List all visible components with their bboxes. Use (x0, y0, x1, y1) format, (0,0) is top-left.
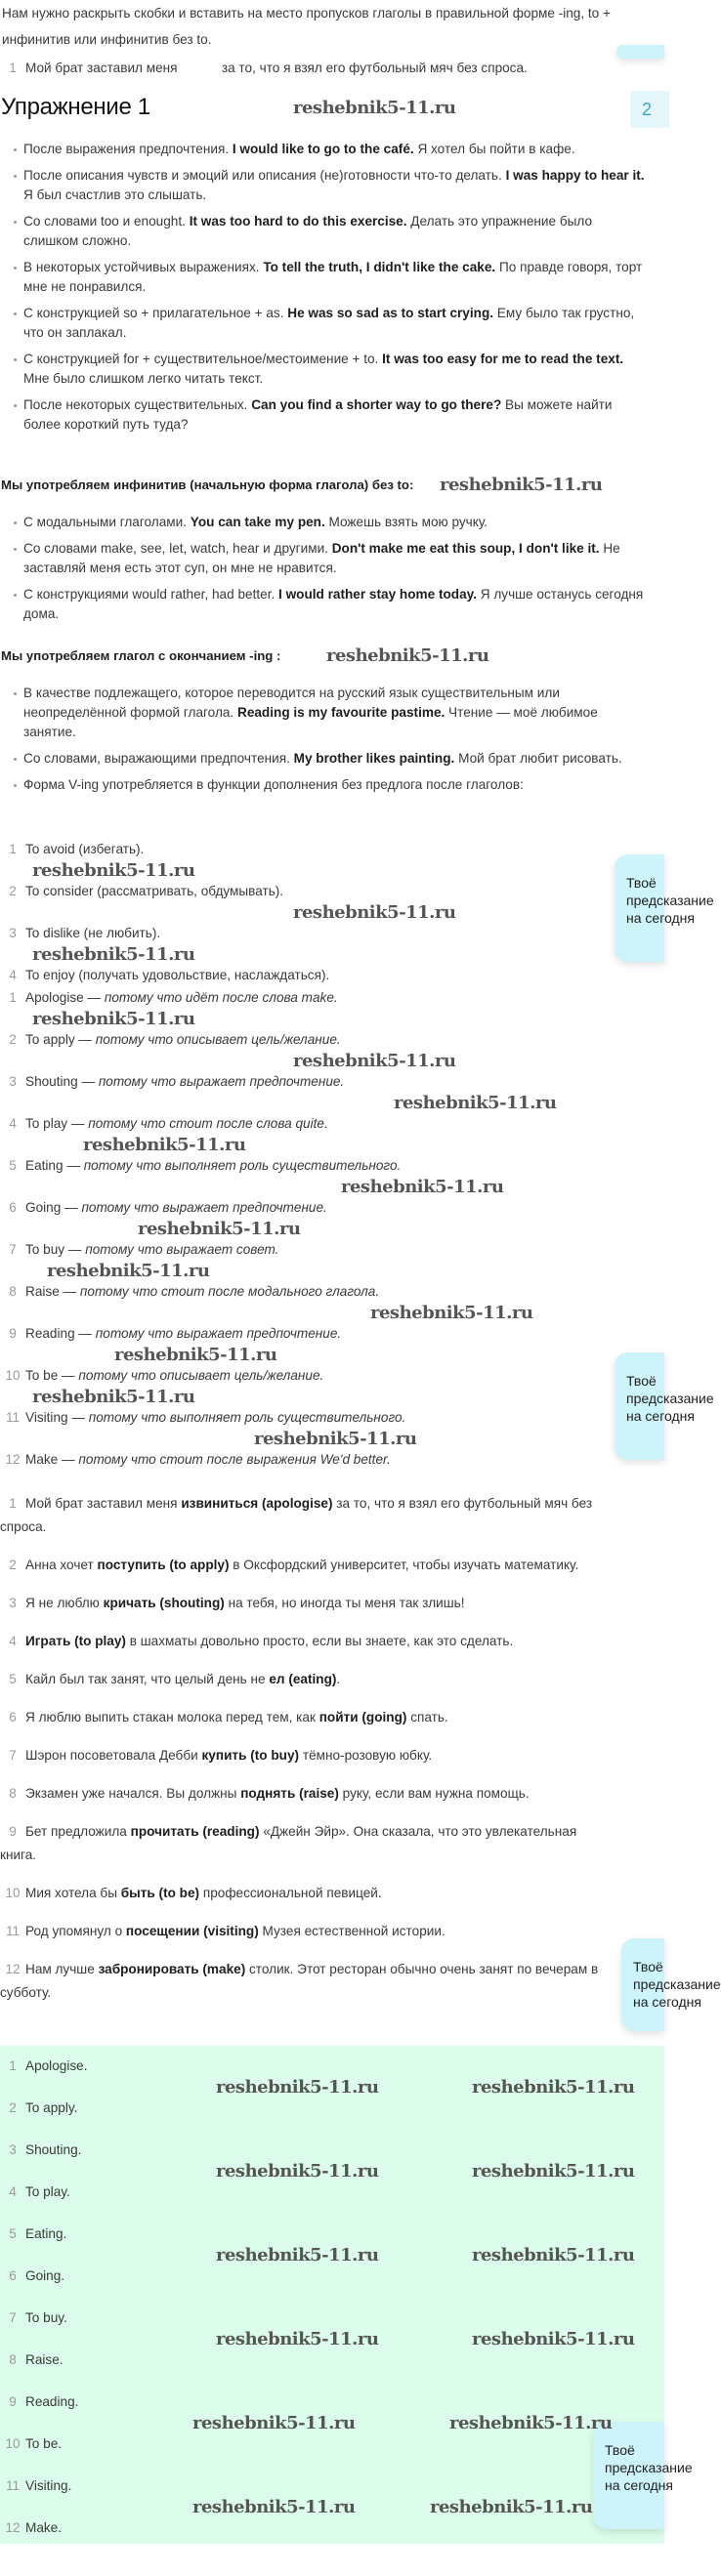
item-number: 4 (9, 1634, 17, 1648)
fortune-bubble-button[interactable] (615, 1352, 714, 1460)
answer-text: Raise. (25, 2352, 64, 2367)
answer-word: Shouting (25, 1074, 78, 1089)
item-number: 3 (9, 1074, 17, 1089)
sentence-pre: Я люблю выпить стакан молока перед тем, как (25, 1710, 319, 1724)
sentence-pre: Кайл был так занят, что целый день не (25, 1672, 270, 1686)
sentence-item (0, 1820, 614, 1867)
sentence-post: «Джейн Эйр». Она сказала, что это увлекательная книга. (0, 1824, 577, 1862)
explanation-item (0, 1324, 606, 1366)
item-number: 10 (5, 1368, 21, 1383)
example-sentence: It was too hard to do this exercise. (189, 214, 407, 229)
item-number: 2 (9, 884, 17, 898)
rule-text: В качестве подлежащего, которое переводится на русский язык существительным или неопределённой формой глагола. (23, 686, 560, 720)
item-number: 8 (9, 2352, 17, 2367)
sentence-pre: Шэрон посоветовала Дебби (25, 1748, 202, 1763)
reason-text: потому что стоит после слова quite. (88, 1116, 328, 1131)
sentence-item (0, 1920, 614, 1943)
answer-item (0, 2182, 606, 2224)
answer-text: Apologise. (25, 2058, 88, 2073)
item-number: 11 (5, 1924, 21, 1938)
answer-text: To be. (25, 2436, 63, 2451)
example-translation: Можешь взять мою ручку. (324, 515, 488, 529)
item-number: 7 (9, 2310, 17, 2325)
sentence-pre: Я не люблю (25, 1596, 104, 1610)
sentence-post: столик. Этот ресторан обычно очень занят по вечерам в субботу. (0, 1962, 599, 2000)
watermark: reshebnik5-11.ru (440, 475, 603, 495)
item-number: 5 (9, 2226, 17, 2241)
answer-word: Going (25, 1200, 62, 1215)
rule-text: Со словами too и enought. (23, 214, 190, 229)
watermark: reshebnik5-11.ru (293, 98, 456, 118)
sentence-pre: Род упомянул о (25, 1924, 126, 1938)
answer-bold: быть (to be) (120, 1886, 200, 1900)
dash: — (58, 1368, 79, 1383)
answer-bold: поступить (to apply) (97, 1558, 230, 1572)
bubble-text: Твоё (626, 1373, 657, 1389)
item-number: 3 (9, 2142, 17, 2157)
dash: — (63, 1158, 84, 1173)
bubble-text: Твоё (605, 2442, 635, 2458)
example-sentence: Don't make me eat this soup, I don't like it. (331, 541, 600, 556)
answer-text: Shouting. (25, 2142, 82, 2157)
rule-item (0, 140, 645, 159)
reason-text: потому что выражает совет. (85, 1242, 279, 1257)
sentence-item (0, 1668, 614, 1691)
rule-item (0, 775, 645, 795)
item-number: 2 (9, 2100, 17, 2115)
item-number: 1 (9, 842, 17, 856)
bubble-text: предсказание (633, 1976, 721, 1992)
sentence-item (0, 1882, 614, 1905)
reason-text: потому что выражает предпочтение. (95, 1326, 342, 1341)
watermark: reshebnik5-11.ru (32, 1009, 195, 1029)
sentence-item (0, 1958, 614, 2005)
bubble-text: предсказание (626, 1391, 714, 1406)
section-heading-ing: Мы употребляем глагол с окончанием -ing : (1, 648, 281, 663)
example-translation: Чтение — моё любимое занятие. (23, 705, 598, 739)
example-translation: Я был счастлив это слышать. (23, 187, 207, 202)
rule-item (0, 304, 645, 343)
explanation-item (0, 1198, 606, 1240)
item-number: 4 (9, 968, 17, 982)
example-translation: Делать это упражнение было слишком сложно. (23, 214, 593, 248)
watermark: reshebnik5-11.ru (216, 2329, 379, 2349)
example-sentence: Reading is my favourite pastime. (237, 705, 445, 720)
fortune-bubble-button[interactable] (593, 2422, 693, 2529)
reason-text: потому что стоит после модального глагола. (79, 1284, 380, 1299)
item-number: 6 (9, 2268, 17, 2283)
answer-bold: забронировать (make) (98, 1962, 246, 1976)
rule-item (0, 513, 645, 532)
bubble-text: на сегодня (626, 1408, 695, 1424)
reason-text: потому что выражает предпочтение. (98, 1074, 345, 1089)
item-number: 7 (9, 1748, 17, 1763)
answer-bold: извиниться (apologise) (181, 1496, 333, 1511)
bubble-text: Твоё (633, 1959, 663, 1974)
sentence-post: руку, если вам нужна помощь. (338, 1786, 530, 1801)
rule-item (0, 166, 645, 205)
dash: — (67, 1116, 89, 1131)
watermark: reshebnik5-11.ru (341, 1177, 504, 1197)
sentence-pre: Мой брат заставил меня (25, 1496, 182, 1511)
item-number: 12 (5, 1452, 21, 1467)
example-translation: Мой брат любит рисовать. (454, 751, 622, 766)
example-translation: Я хотел бы пойти в кафе. (413, 142, 575, 156)
answer-item (0, 2518, 606, 2560)
item-number: 8 (9, 1786, 17, 1801)
item-number: 9 (9, 1824, 17, 1839)
item-number: 5 (9, 1158, 17, 1173)
watermark: reshebnik5-11.ru (192, 2497, 356, 2517)
item-number: 11 (5, 1410, 21, 1425)
sentence-pre: Нам лучше (25, 1962, 99, 1976)
item-number: 1 (9, 990, 17, 1005)
explanation-item (0, 1156, 606, 1198)
answer-word: Visiting (25, 1410, 68, 1425)
explanation-item (0, 1450, 606, 1492)
answer-bold: ел (eating) (269, 1672, 337, 1686)
dash: — (83, 990, 105, 1005)
dash: — (64, 1242, 86, 1257)
rule-text: После некоторых существительных. (23, 397, 252, 412)
sentence-item (0, 1744, 614, 1767)
watermark: reshebnik5-11.ru (293, 1051, 456, 1071)
answer-bold: Играть (to play) (25, 1634, 126, 1648)
verb-text: To avoid (избегать). (25, 842, 145, 856)
example-translation: Ему было так грустно, что он заплакал. (23, 306, 635, 340)
dash: — (61, 1200, 82, 1215)
bubble-text: на сегодня (605, 2477, 673, 2493)
example-translation: Я лучше останусь сегодня дома. (23, 587, 644, 621)
item-number: 4 (9, 1116, 17, 1131)
clipped-sentence-row (0, 59, 615, 76)
answer-word: To be (25, 1368, 59, 1383)
page-number-button[interactable]: 2 (630, 91, 669, 128)
example-sentence: I would rather stay home today. (278, 587, 477, 602)
example-sentence: Can you find a shorter way to go there? (251, 397, 502, 412)
sentence-post: . (336, 1672, 341, 1686)
rule-item (0, 350, 645, 389)
sentences-list (0, 1492, 614, 2019)
watermark: reshebnik5-11.ru (370, 1303, 533, 1323)
section-heading-bare-infinitive: Мы употребляем инфинитив (начальную форма глагола) без to: (1, 478, 414, 492)
watermark: reshebnik5-11.ru (114, 1345, 277, 1365)
example-translation: По правде говоря, торт мне не понравился. (23, 260, 643, 294)
item-number: 8 (9, 1284, 17, 1299)
sentence-pre: Мия хотела бы (25, 1886, 121, 1900)
watermark: reshebnik5-11.ru (216, 2245, 379, 2265)
sentence-item (0, 1592, 614, 1615)
reason-text: потому что выполняет роль существительного. (83, 1158, 402, 1173)
item-number: 1 (9, 2058, 17, 2073)
item-number: 10 (5, 2436, 21, 2451)
watermark: reshebnik5-11.ru (472, 2077, 635, 2098)
rule-text: С модальными глаголами. (23, 515, 191, 529)
rule-text: Со словами, выражающими предпочтения. (23, 751, 294, 766)
answer-bold: купить (to buy) (201, 1748, 300, 1763)
to-infinitive-rules (0, 140, 645, 441)
item-number: 1 (9, 1496, 17, 1511)
watermark: reshebnik5-11.ru (138, 1219, 301, 1239)
item-number: 12 (5, 1962, 21, 1976)
answer-item (0, 2350, 606, 2392)
rule-text: Со словами make, see, let, watch, hear и другими. (23, 541, 332, 556)
watermark: reshebnik5-11.ru (449, 2413, 613, 2433)
rule-text: Форма V-ing употребляется в функции дополнения без предлога после глаголов: (23, 777, 524, 792)
answer-word: Reading (25, 1326, 75, 1341)
answer-text: To play. (25, 2184, 70, 2199)
example-sentence: I would like to go to the café. (232, 142, 414, 156)
answer-item (0, 2266, 606, 2308)
dash: — (74, 1326, 96, 1341)
dash: — (74, 1032, 96, 1047)
sentence-post: в шахматы довольно просто, если вы знаете, как это сделать. (125, 1634, 514, 1648)
example-translation: Мне было слишком легко читать текст. (23, 371, 264, 386)
item-number: 7 (9, 1242, 17, 1257)
bubble-text: предсказание (605, 2460, 693, 2475)
rule-item (0, 539, 645, 578)
item-number: 2 (9, 1032, 17, 1047)
rule-item (0, 395, 645, 435)
item-number: 10 (5, 1886, 21, 1900)
watermark: reshebnik5-11.ru (32, 860, 195, 881)
watermark: reshebnik5-11.ru (326, 645, 489, 666)
watermark: reshebnik5-11.ru (472, 2161, 635, 2181)
answer-text: Make. (25, 2520, 63, 2535)
answer-word: To apply (25, 1032, 75, 1047)
item-number: 4 (9, 2184, 17, 2199)
watermark: reshebnik5-11.ru (254, 1429, 417, 1449)
rule-text: С конструкцией so + прилагательное + as. (23, 306, 288, 320)
intro-text: Нам нужно раскрыть скобки и вставить на место пропусков глаголы в правильной форме -ing, to + инфинитив или инфинитив без to. (2, 6, 611, 47)
bubble-text: предсказание (626, 893, 714, 908)
reason-text: потому что идёт после слова make. (104, 990, 338, 1005)
answer-word: To buy (25, 1242, 65, 1257)
answer-word: Raise (25, 1284, 60, 1299)
sentence-post: профессиональной певицей. (199, 1886, 382, 1900)
answer-word: To play (25, 1116, 68, 1131)
example-sentence: My brother likes painting. (293, 751, 455, 766)
item-number: 2 (9, 1558, 17, 1572)
page-title: Упражнение 1 (1, 94, 150, 120)
answer-item (0, 2098, 606, 2140)
dash: — (67, 1410, 89, 1425)
item-number: 5 (9, 1672, 17, 1686)
bare-infinitive-rules (0, 513, 645, 631)
verb-text: To consider (рассматривать, обдумывать). (25, 884, 284, 898)
rule-item (0, 212, 645, 251)
answer-text: Going. (25, 2268, 65, 2283)
rule-text: После выражения предпочтения. (23, 142, 233, 156)
example-sentence: To tell the truth, I didn't like the cake. (263, 260, 496, 274)
watermark: reshebnik5-11.ru (32, 1387, 195, 1407)
answer-word: Eating (25, 1158, 64, 1173)
sentence-post: Музея естественной истории. (258, 1924, 445, 1938)
item-number: 12 (5, 2520, 21, 2535)
watermark: reshebnik5-11.ru (472, 2329, 635, 2349)
answer-text: Reading. (25, 2394, 79, 2409)
watermark: reshebnik5-11.ru (192, 2413, 356, 2433)
sentence-item (0, 1492, 614, 1539)
watermark: reshebnik5-11.ru (32, 944, 195, 965)
rule-text: С конструкциями would rather, had better. (23, 587, 279, 602)
answer-bold: поднять (raise) (240, 1786, 339, 1801)
watermark: reshebnik5-11.ru (83, 1135, 246, 1155)
example-sentence: I was happy to hear it. (505, 168, 645, 183)
rule-text: В некоторых устойчивых выражениях. (23, 260, 264, 274)
example-translation: Не заставляй меня есть этот суп, он мне не нравится. (23, 541, 620, 575)
item-number: 11 (5, 2478, 21, 2493)
answer-text: To apply. (25, 2100, 78, 2115)
answer-text: To buy. (25, 2310, 67, 2325)
watermark: reshebnik5-11.ru (216, 2161, 379, 2181)
sentence-item (0, 1630, 614, 1653)
watermark: reshebnik5-11.ru (293, 902, 456, 923)
sentence-pre: Бет предложила (25, 1824, 131, 1839)
ing-rules (0, 684, 645, 802)
answer-text: Visiting. (25, 2478, 72, 2493)
rule-text: С конструкцией for + существительное/местоимение + to. (23, 352, 383, 366)
item-number: 3 (9, 1596, 17, 1610)
item-number: 9 (9, 2394, 17, 2409)
item-number: 6 (9, 1710, 17, 1724)
rule-item (0, 258, 645, 297)
example-sentence: He was so sad as to start crying. (287, 306, 494, 320)
fortune-bubble-button[interactable] (615, 854, 714, 962)
example-sentence: It was too easy for me to read the text. (382, 352, 624, 366)
verb-text: To dislike (не любить). (25, 926, 161, 940)
fortune-bubble-button[interactable] (621, 1938, 721, 2031)
reason-text: потому что описывает цель/желание. (78, 1368, 324, 1383)
reason-text: потому что стоит после выражения We'd better. (78, 1452, 391, 1467)
dash: — (59, 1284, 80, 1299)
fortune-bubble-edge[interactable] (616, 45, 664, 59)
verb-text: To enjoy (получать удовольствие, наслаждаться). (25, 968, 330, 982)
rule-item (0, 749, 645, 769)
bubble-text: Твоё (626, 875, 657, 891)
item-number: 9 (9, 1326, 17, 1341)
item-text: Мой брат заставил меня за то, что я взял его футбольный мяч без спроса. (25, 61, 528, 75)
reason-text: потому что описывает цель/желание. (95, 1032, 341, 1047)
sentence-pre: Анна хочет (25, 1558, 98, 1572)
sentence-item (0, 1782, 614, 1806)
answer-bold: прочитать (reading) (130, 1824, 260, 1839)
answer-word: Apologise (25, 990, 84, 1005)
sentence-post: спать. (406, 1710, 448, 1724)
rule-item (0, 684, 645, 742)
watermark: reshebnik5-11.ru (472, 2245, 635, 2265)
watermark: reshebnik5-11.ru (47, 1261, 210, 1281)
dash: — (77, 1074, 99, 1089)
answer-bold: посещении (visiting) (125, 1924, 259, 1938)
sentence-post: в Оксфордский университет, чтобы изучать математику. (229, 1558, 579, 1572)
sentence-post: тёмно-розовую юбку. (299, 1748, 433, 1763)
sentence-item (0, 1706, 614, 1729)
item-number: 6 (9, 1200, 17, 1215)
reason-text: потому что выражает предпочтение. (81, 1200, 327, 1215)
bubble-text: на сегодня (626, 910, 695, 926)
answer-word: Make (25, 1452, 59, 1467)
sentence-pre: Экзамен уже начался. Вы должны (25, 1786, 241, 1801)
answer-bold: пойти (going) (318, 1710, 407, 1724)
dash: — (58, 1452, 79, 1467)
sentence-post: на тебя, но иногда ты меня так злишь! (224, 1596, 465, 1610)
example-translation: Вы можете найти более короткий путь туда? (23, 397, 613, 432)
item-number: 3 (9, 926, 17, 940)
answer-bold: кричать (shouting) (103, 1596, 225, 1610)
sentence-item (0, 1554, 614, 1577)
answers-list (0, 2057, 606, 2560)
item-number: 1 (9, 61, 17, 75)
watermark: reshebnik5-11.ru (394, 1093, 557, 1113)
answer-item (0, 2434, 606, 2476)
bubble-text: на сегодня (633, 1994, 701, 2010)
rule-text: После описания чувств и эмоций или описания (не)готовности что-то делать. (23, 168, 506, 183)
watermark: reshebnik5-11.ru (216, 2077, 379, 2098)
watermark: reshebnik5-11.ru (430, 2497, 593, 2517)
answer-text: Eating. (25, 2226, 67, 2241)
sentence-post: за то, что я взял его футбольный мяч без спроса. (0, 1496, 593, 1534)
example-sentence: You can take my pen. (190, 515, 325, 529)
rule-item (0, 585, 645, 624)
answers-panel (0, 2046, 693, 2544)
reason-text: потому что выполняет роль существительного. (88, 1410, 406, 1425)
